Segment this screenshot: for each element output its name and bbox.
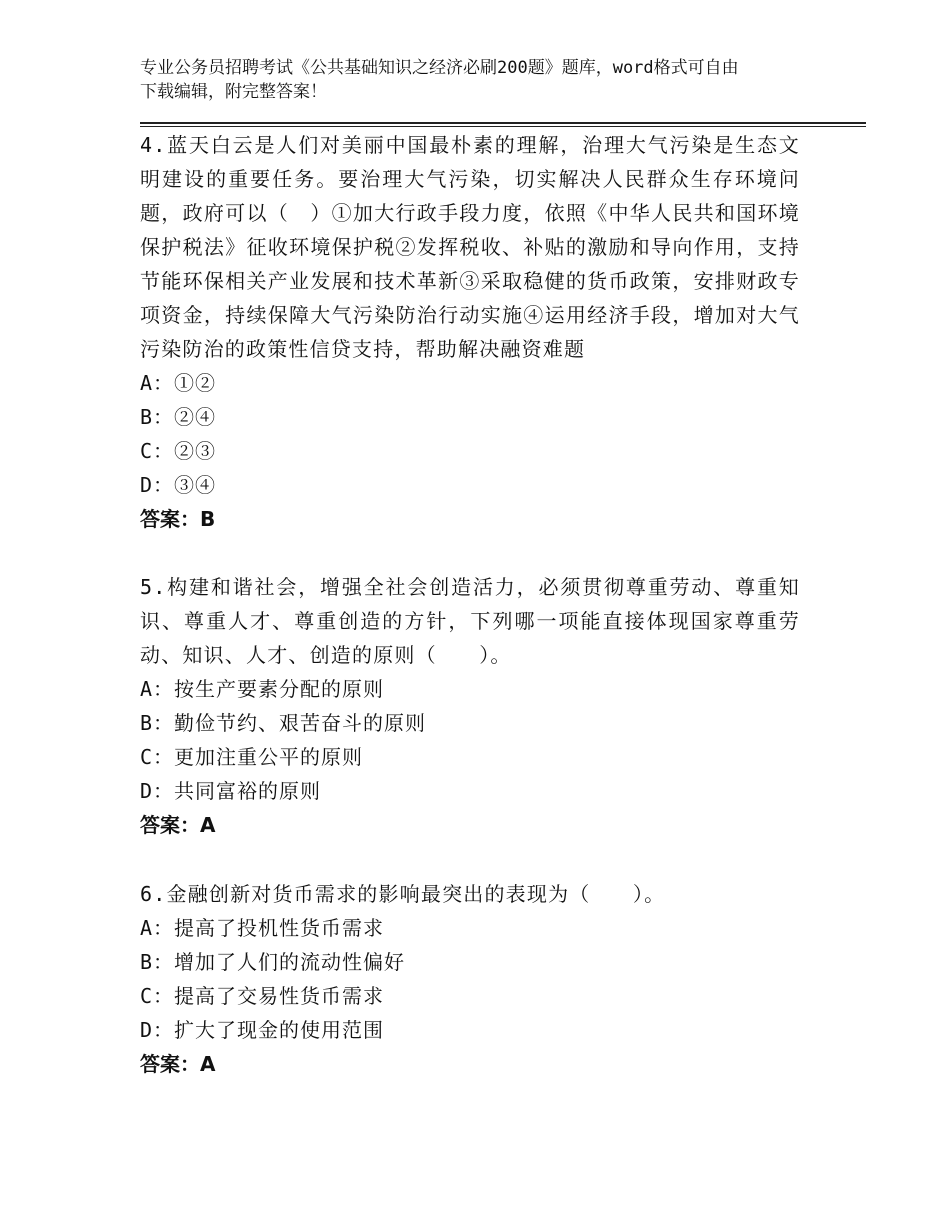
question-stem: 4.蓝天白云是人们对美丽中国最朴素的理解，治理大气污染是生态文明建设的重要任务。要治理大气污染，切实解决人民群众生存环境问题，政府可以（ ）①加大行政手段力度，依照《中华人民共和国环境保护税法》征收环境保护税②发挥税收、补贴的激励和导向作用，支持节能环保相关产业发展和技术革新③采取稳健的货币政策，安排财政专项资金，持续保障大气污染防治行动实施④运用经济手段，增加对大气污染防治的政策性信贷支持，帮助解决融资难题 <box>140 133 800 361</box>
option-a: A：按生产要素分配的原则 <box>140 677 385 701</box>
option-a: A：①② <box>140 371 217 395</box>
question-stem: 6.金融创新对货币需求的影响最突出的表现为（ ）。 <box>140 882 666 906</box>
option-c: C：②③ <box>140 439 217 463</box>
question-5 <box>140 570 800 842</box>
option-d: D：扩大了现金的使用范围 <box>140 1018 385 1042</box>
option-c: C：更加注重公平的原则 <box>140 745 364 769</box>
question-stem: 5.构建和谐社会，增强全社会创造活力，必须贯彻尊重劳动、尊重知识、尊重人才、尊重创造的方针，下列哪一项能直接体现国家尊重劳动、知识、人才、创造的原则（ ）。 <box>140 575 800 667</box>
header-rule <box>140 122 866 126</box>
header-line-1: 专业公务员招聘考试《公共基础知识之经济必刷200题》题库，word格式可自由 <box>140 58 739 78</box>
option-c: C：提高了交易性货币需求 <box>140 984 385 1008</box>
question-6 <box>140 877 800 1081</box>
option-b: B：勤俭节约、艰苦奋斗的原则 <box>140 711 427 735</box>
option-d: D：共同富裕的原则 <box>140 779 322 803</box>
option-a: A：提高了投机性货币需求 <box>140 916 385 940</box>
page-header <box>140 56 820 104</box>
answer-line: 答案：A <box>140 813 216 837</box>
header-line-2: 下载编辑，附完整答案！ <box>140 82 327 102</box>
option-b: B：②④ <box>140 405 217 429</box>
option-b: B：增加了人们的流动性偏好 <box>140 950 406 974</box>
answer-line: 答案：A <box>140 1052 216 1076</box>
option-d: D：③④ <box>140 473 217 497</box>
answer-line: 答案：B <box>140 507 216 531</box>
question-4 <box>140 128 800 536</box>
